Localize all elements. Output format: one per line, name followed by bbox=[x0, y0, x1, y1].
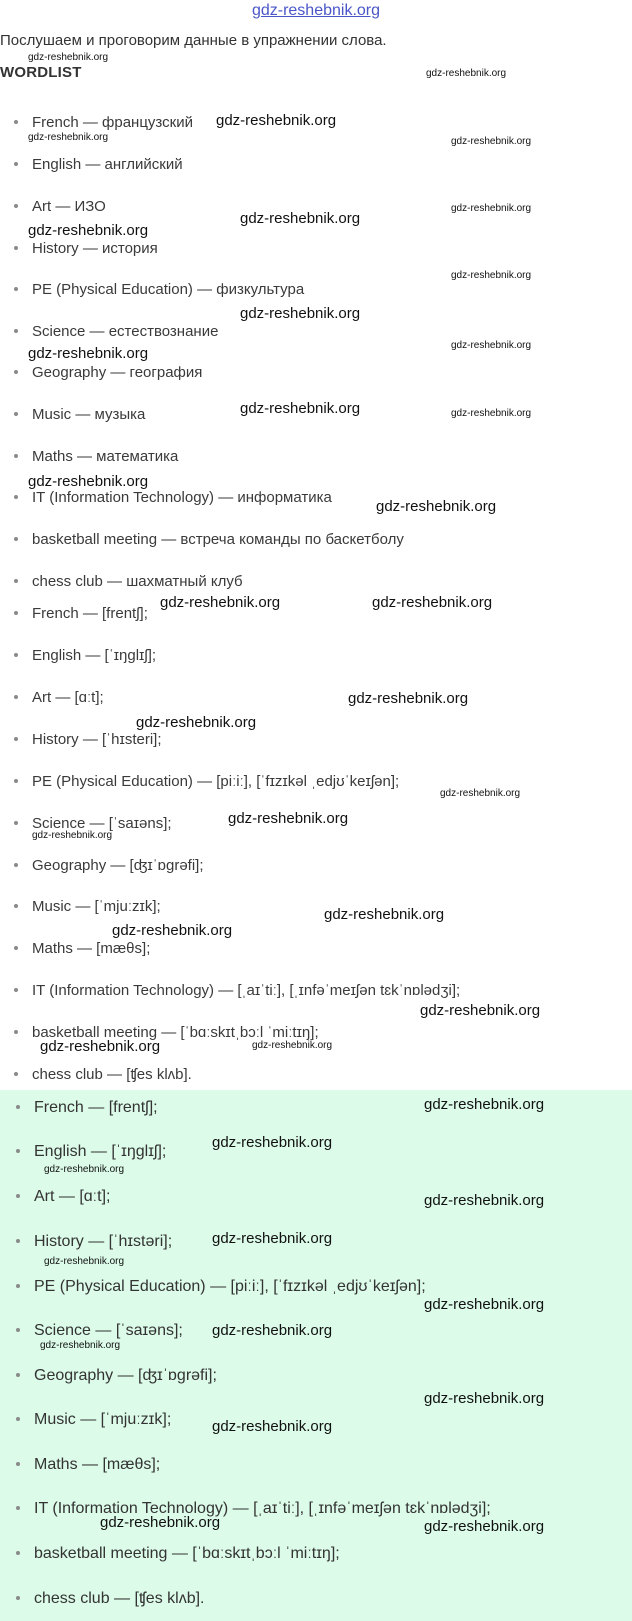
watermark: gdz-reshebnik.org bbox=[40, 1340, 121, 1351]
watermark: gdz-reshebnik.org bbox=[28, 132, 109, 143]
watermark: gdz-reshebnik.org bbox=[28, 473, 149, 490]
watermark: gdz-reshebnik.org bbox=[451, 270, 532, 281]
watermark: gdz-reshebnik.org bbox=[451, 340, 532, 351]
list-item: Art — ИЗО bbox=[14, 198, 106, 215]
bullet-icon bbox=[16, 1328, 20, 1332]
watermark: gdz-reshebnik.org bbox=[212, 1322, 333, 1339]
watermark: gdz-reshebnik.org bbox=[440, 788, 521, 799]
list-item: Maths — [mæθs]; bbox=[14, 940, 150, 957]
watermark: gdz-reshebnik.org bbox=[451, 203, 532, 214]
watermark: gdz-reshebnik.org bbox=[100, 1514, 221, 1531]
list-item: Geography — [ʤɪˈɒgrəfi]; bbox=[16, 1367, 217, 1385]
bullet-icon bbox=[14, 946, 18, 950]
watermark: gdz-reshebnik.org bbox=[212, 1134, 333, 1151]
bullet-icon bbox=[14, 454, 18, 458]
bullet-icon bbox=[14, 1072, 18, 1076]
watermark: gdz-reshebnik.org bbox=[160, 594, 281, 611]
bullet-icon bbox=[16, 1462, 20, 1466]
watermark: gdz-reshebnik.org bbox=[32, 830, 113, 841]
list-item: basketball meeting — [ˈbɑːskɪtˌbɔːl ˈmiːtɪŋ]; bbox=[14, 1024, 319, 1041]
list-item: IT (Information Technology) — информатика bbox=[14, 489, 332, 506]
list-item: PE (Physical Education) — физкультура bbox=[14, 281, 304, 298]
bullet-icon bbox=[14, 412, 18, 416]
watermark: gdz-reshebnik.org bbox=[426, 68, 507, 79]
list-item: chess club — шахматный клуб bbox=[14, 573, 243, 590]
bullet-icon bbox=[14, 737, 18, 741]
watermark: gdz-reshebnik.org bbox=[424, 1096, 545, 1113]
bullet-icon bbox=[16, 1506, 20, 1510]
watermark: gdz-reshebnik.org bbox=[451, 136, 532, 147]
list-item: IT (Information Technology) — [ˌaɪˈtiː], [ˌɪnfəˈmeɪʃən tɛkˈnɒlədʒi]; bbox=[14, 982, 460, 999]
bullet-icon bbox=[14, 162, 18, 166]
bullet-icon bbox=[14, 495, 18, 499]
watermark: gdz-reshebnik.org bbox=[28, 52, 109, 63]
wordlist-heading: WORDLIST bbox=[0, 64, 82, 81]
bullet-icon bbox=[16, 1551, 20, 1555]
list-item: Art — [ɑːt]; bbox=[14, 689, 104, 706]
bullet-icon bbox=[16, 1373, 20, 1377]
list-item: Art — [ɑːt]; bbox=[16, 1188, 110, 1206]
bullet-icon bbox=[14, 204, 18, 208]
watermark: gdz-reshebnik.org bbox=[240, 305, 361, 322]
list-item: History — история bbox=[14, 240, 158, 257]
list-item: French — [frentʃ]; bbox=[14, 605, 148, 622]
bullet-icon bbox=[14, 821, 18, 825]
bullet-icon bbox=[16, 1105, 20, 1109]
bullet-icon bbox=[14, 579, 18, 583]
bullet-icon bbox=[16, 1417, 20, 1421]
list-item: Science — естествознание bbox=[14, 323, 218, 340]
list-item: Science — [ˈsaɪəns]; bbox=[14, 815, 172, 832]
list-item: IT (Information Technology) — [ˌaɪˈtiː], [ˌɪnfəˈmeɪʃən tɛkˈnɒlədʒi]; bbox=[16, 1500, 491, 1518]
list-item: English — [ˈɪŋglɪʃ]; bbox=[14, 647, 156, 664]
watermark: gdz-reshebnik.org bbox=[216, 112, 337, 129]
list-item: History — [ˈhɪstəri]; bbox=[16, 1233, 172, 1251]
watermark: gdz-reshebnik.org bbox=[424, 1518, 545, 1535]
watermark: gdz-reshebnik.org bbox=[372, 594, 493, 611]
bullet-icon bbox=[14, 653, 18, 657]
bullet-icon bbox=[14, 370, 18, 374]
list-item: Music — музыка bbox=[14, 406, 145, 423]
watermark: gdz-reshebnik.org bbox=[44, 1164, 125, 1175]
watermark: gdz-reshebnik.org bbox=[424, 1192, 545, 1209]
watermark: gdz-reshebnik.org bbox=[240, 210, 361, 227]
watermark: gdz-reshebnik.org bbox=[28, 222, 149, 239]
watermark: gdz-reshebnik.org bbox=[240, 400, 361, 417]
bullet-icon bbox=[16, 1596, 20, 1600]
list-item: French — французский bbox=[14, 114, 193, 131]
site-title[interactable]: gdz-reshebnik.org bbox=[251, 2, 381, 19]
bullet-icon bbox=[16, 1239, 20, 1243]
watermark: gdz-reshebnik.org bbox=[40, 1038, 161, 1055]
list-item: PE (Physical Education) — [piːiː], [ˈfɪzɪkəl ˌedjʊˈkeɪʃən]; bbox=[14, 773, 399, 790]
bullet-icon bbox=[14, 611, 18, 615]
watermark: gdz-reshebnik.org bbox=[376, 498, 497, 515]
bullet-icon bbox=[14, 863, 18, 867]
watermark: gdz-reshebnik.org bbox=[348, 690, 469, 707]
list-item: Music — [ˈmjuːzɪk]; bbox=[16, 1411, 171, 1429]
list-item: Maths — математика bbox=[14, 448, 178, 465]
list-item: History — [ˈhɪsteri]; bbox=[14, 731, 162, 748]
list-item: basketball meeting — встреча команды по баскетболу bbox=[14, 531, 404, 548]
bullet-icon bbox=[14, 537, 18, 541]
bullet-icon bbox=[16, 1149, 20, 1153]
watermark: gdz-reshebnik.org bbox=[451, 408, 532, 419]
list-item: chess club — [ʧes klʌb]. bbox=[14, 1066, 192, 1083]
bullet-icon bbox=[14, 779, 18, 783]
list-item: PE (Physical Education) — [piːiː], [ˈfɪzɪkəl ˌedjʊˈkeɪʃən]; bbox=[16, 1278, 426, 1296]
bullet-icon bbox=[14, 988, 18, 992]
bullet-icon bbox=[14, 120, 18, 124]
watermark: gdz-reshebnik.org bbox=[420, 1002, 541, 1019]
bullet-icon bbox=[14, 904, 18, 908]
list-item: Music — [ˈmjuːzɪk]; bbox=[14, 898, 161, 915]
list-item: Maths — [mæθs]; bbox=[16, 1456, 160, 1474]
list-item: French — [frentʃ]; bbox=[16, 1099, 158, 1117]
watermark: gdz-reshebnik.org bbox=[212, 1230, 333, 1247]
bullet-icon bbox=[16, 1284, 20, 1288]
bullet-icon bbox=[16, 1194, 20, 1198]
watermark: gdz-reshebnik.org bbox=[424, 1390, 545, 1407]
list-item: English — [ˈɪŋglɪʃ]; bbox=[16, 1143, 166, 1161]
instruction-text: Послушаем и проговорим данные в упражнении слова. bbox=[0, 32, 387, 49]
watermark: gdz-reshebnik.org bbox=[424, 1296, 545, 1313]
watermark: gdz-reshebnik.org bbox=[136, 714, 257, 731]
bullet-icon bbox=[14, 329, 18, 333]
list-item: Geography — [ʤɪˈɒgrəfi]; bbox=[14, 857, 204, 874]
list-item: Geography — география bbox=[14, 364, 202, 381]
list-item: chess club — [ʧes klʌb]. bbox=[16, 1590, 204, 1608]
list-item: English — английский bbox=[14, 156, 183, 173]
watermark: gdz-reshebnik.org bbox=[252, 1040, 333, 1051]
bullet-icon bbox=[14, 246, 18, 250]
watermark: gdz-reshebnik.org bbox=[324, 906, 445, 923]
watermark: gdz-reshebnik.org bbox=[112, 922, 233, 939]
watermark: gdz-reshebnik.org bbox=[228, 810, 349, 827]
bullet-icon bbox=[14, 1030, 18, 1034]
watermark: gdz-reshebnik.org bbox=[44, 1256, 125, 1267]
watermark: gdz-reshebnik.org bbox=[28, 345, 149, 362]
watermark: gdz-reshebnik.org bbox=[212, 1418, 333, 1435]
list-item: Science — [ˈsaɪəns]; bbox=[16, 1322, 183, 1340]
bullet-icon bbox=[14, 287, 18, 291]
list-item: basketball meeting — [ˈbɑːskɪtˌbɔːl ˈmiːtɪŋ]; bbox=[16, 1545, 340, 1563]
bullet-icon bbox=[14, 695, 18, 699]
